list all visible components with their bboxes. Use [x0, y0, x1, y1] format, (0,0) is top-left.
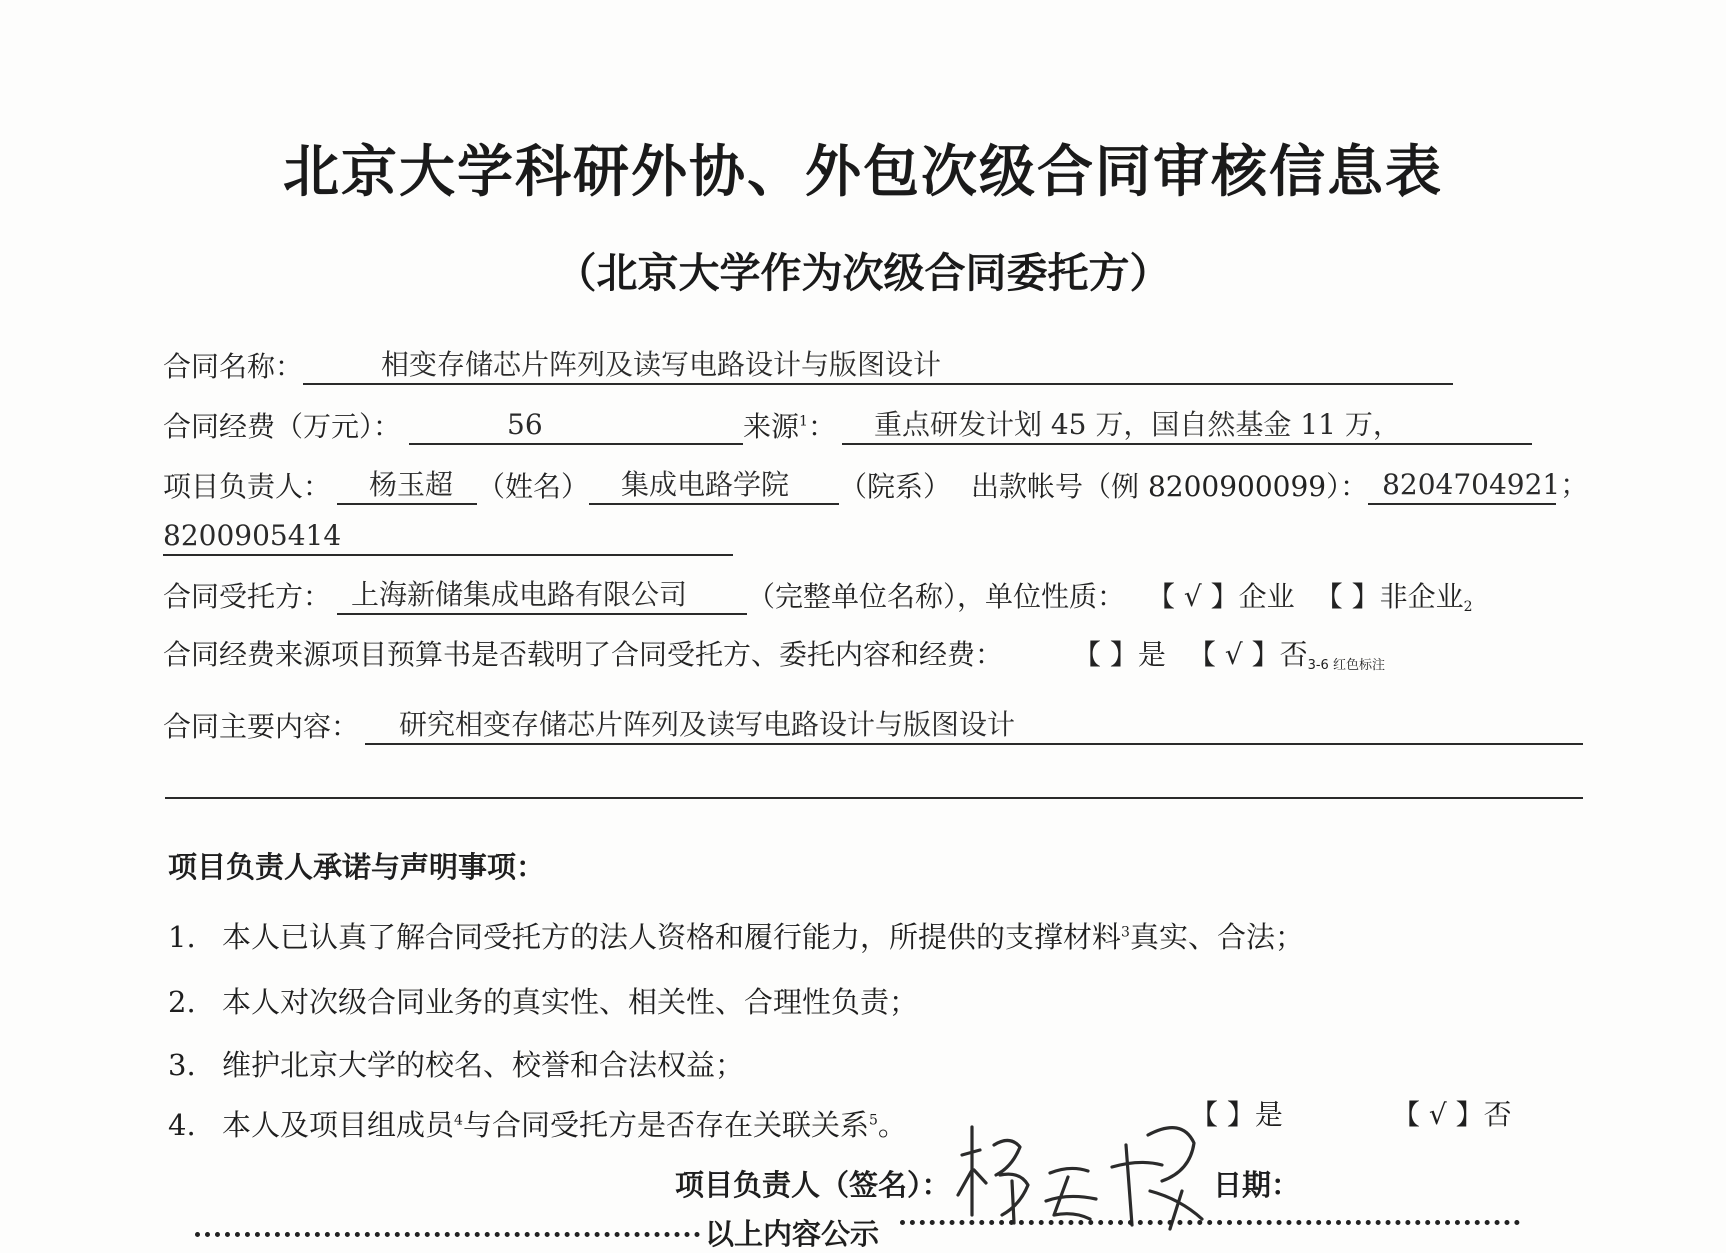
source-label: 来源$^1$：	[743, 410, 836, 443]
dotted-divider-right	[900, 1220, 1520, 1225]
content-field: 研究相变存储芯片阵列及读写电路设计与版图设计	[365, 709, 1583, 745]
content-continuation-line	[165, 797, 1583, 799]
trustee-row	[163, 575, 1473, 615]
contract-name-field: 相变存储芯片阵列及读写电路设计与版图设计	[303, 349, 1453, 385]
fee-field: 56	[409, 409, 743, 445]
content-row	[163, 705, 1583, 745]
commitment-item-3: 3. 维护北京大学的校名、校誉和合法权益；	[168, 1048, 745, 1082]
department-hint: （院系）	[839, 470, 952, 503]
project-leader-row	[163, 465, 1589, 505]
commitment-item-4: 4. 本人及项目组成员$^4$与合同受托方是否存在关联关系$^5$。	[168, 1108, 907, 1142]
leader-name-field: 杨玉超	[337, 469, 477, 505]
relation-no-option: 【 √ 】否	[1392, 1098, 1512, 1131]
budget-no-option: 【 √ 】否	[1187, 638, 1308, 671]
leader-label: 项目负责人：	[163, 470, 332, 503]
budget-yes-option: 【 】是	[1073, 638, 1166, 671]
trustee-name-field: 上海新储集成电路有限公司	[337, 579, 747, 615]
budget-question-row	[163, 633, 1385, 673]
account-label: 出款帐号（例 8200900099）：	[971, 470, 1369, 503]
commitments-heading: 项目负责人承诺与声明事项：	[168, 850, 546, 884]
fee-label: 合同经费（万元）：	[163, 410, 402, 443]
source-footnote: 1	[799, 413, 808, 430]
non-enterprise-option: 【 】非企业	[1314, 580, 1464, 613]
account-field-1: 8204704921；	[1368, 469, 1556, 505]
contract-name-row	[163, 345, 1453, 385]
name-hint: （姓名）	[477, 470, 590, 503]
commitment-item-2: 2. 本人对次级合同业务的真实性、相关性、合理性负责；	[168, 985, 919, 1019]
trustee-label: 合同受托方：	[163, 580, 332, 613]
content-label: 合同主要内容：	[163, 710, 360, 743]
contract-fee-row	[163, 405, 1532, 445]
public-note: 以上内容公示	[705, 1217, 880, 1251]
relation-yes-option: 【 】是	[1190, 1098, 1283, 1131]
budget-question: 合同经费来源项目预算书是否载明了合同受托方、委托内容和经费：	[163, 638, 1004, 671]
department-field: 集成电路学院	[589, 469, 839, 505]
signature-label: 项目负责人（签名）：	[675, 1168, 951, 1202]
contract-name-label: 合同名称：	[163, 350, 304, 383]
trustee-hint: （完整单位名称），单位性质：	[747, 580, 1126, 613]
page-title: 北京大学科研外协、外包次级合同审核信息表	[283, 140, 1443, 205]
source-field: 重点研发计划 45 万，国自然基金 11 万，	[842, 409, 1532, 445]
account-row-2	[163, 520, 733, 556]
budget-footnote: 3-6 红色标注	[1307, 658, 1385, 673]
enterprise-option: 【 √ 】企业	[1147, 580, 1295, 613]
account-field-2: 8200905414	[163, 520, 733, 556]
dotted-divider-left	[195, 1232, 700, 1237]
commitment-item-1: 1. 本人已认真了解合同受托方的法人资格和履行能力，所提供的支撑材料$^3$真实、合法；	[168, 920, 1304, 954]
nature-footnote: 2	[1463, 599, 1473, 615]
page-subtitle: （北京大学作为次级合同委托方）	[555, 249, 1171, 297]
date-label: 日期：	[1213, 1168, 1301, 1202]
